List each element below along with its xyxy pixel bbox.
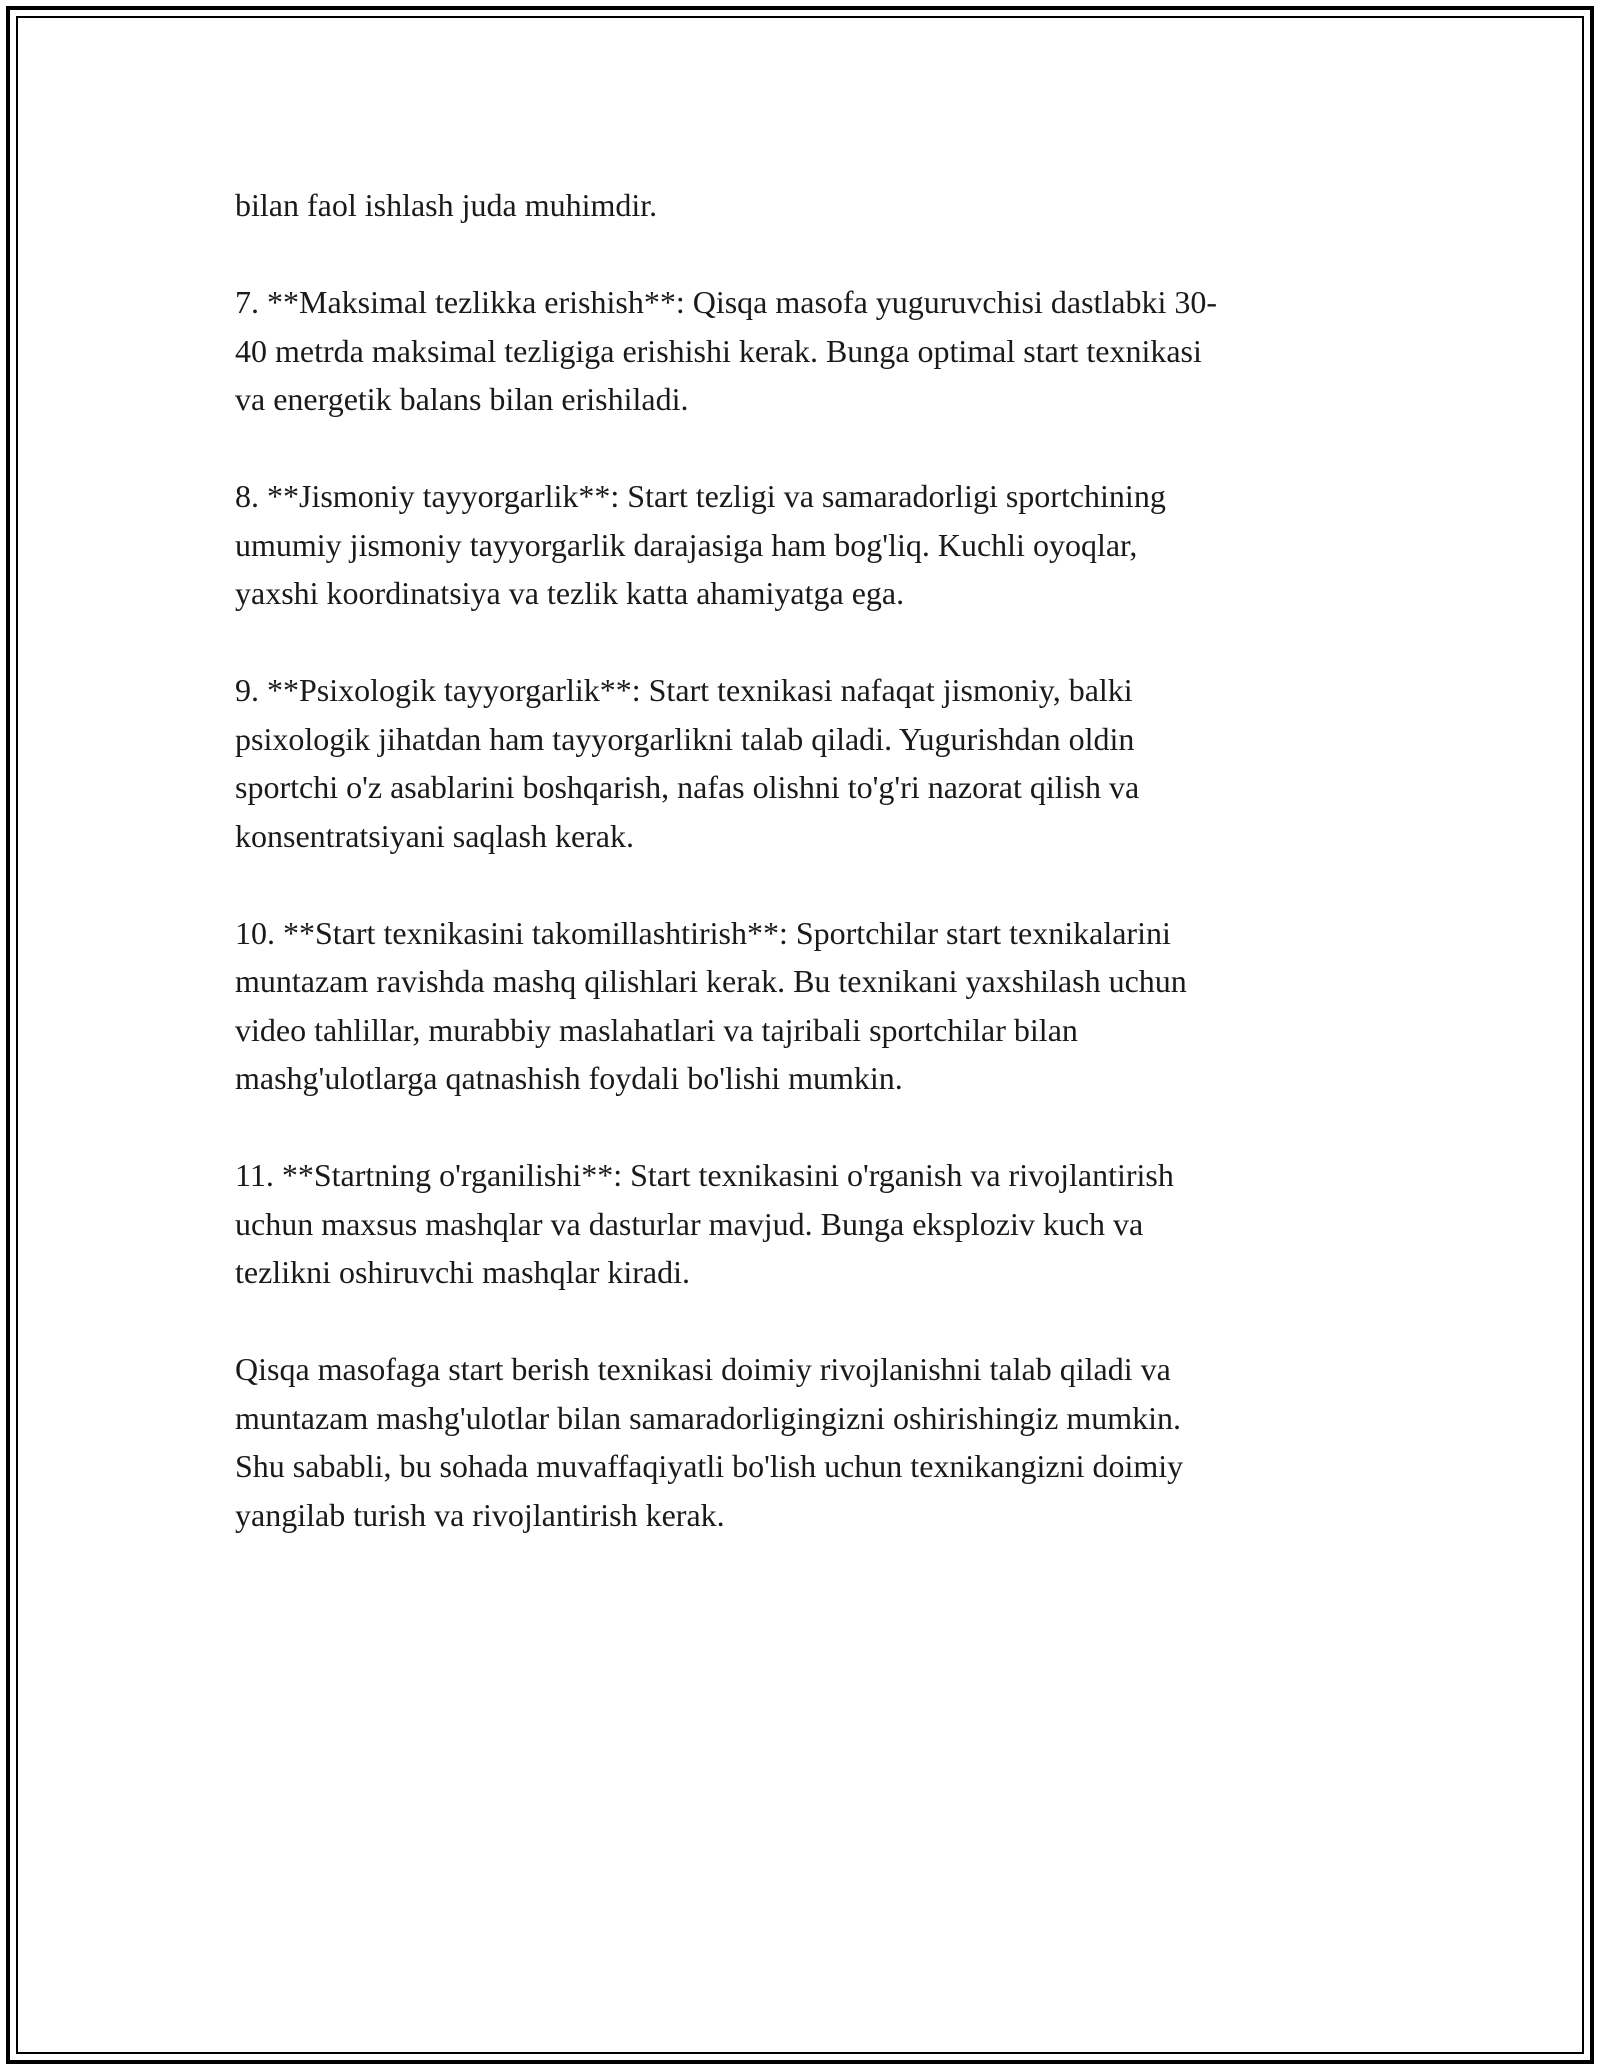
paragraph-item-9: 9. **Psixologik tayyorgarlik**: Start texnikasi nafaqat jismoniy, balki psixologik jihatdan ham tayyorgarlikni talab qiladi. Yugurishdan oldin sportchi o'z asablarini boshqarish, nafas olishni to'g'ri nazorat qilish va konsentratsiyani saqlash kerak. [235,672,1140,854]
paragraph-conclusion: Qisqa masofaga start berish texnikasi doimiy rivojlanishni talab qiladi va muntazam mashg'ulotlar bilan samaradorligingizni oshirishingiz mumkin. Shu sababli, bu sohada muvaffaqiyatli bo'lish uchun texnikangizni doimiy yangilab turish va rivojlantirish kerak. [235,1351,1184,1533]
paragraph-item-10: 10. **Start texnikasini takomillashtirish**: Sportchilar start texnikalarini muntazam ravishda mashq qilishlari kerak. Bu texnikani yaxshilash uchun video tahlillar, murabbiy maslahatlari va tajribali sportchilar bilan mashg'ulotlarga qatnashish foydali bo'lishi mumkin. [235,914,1187,1096]
paragraph-item-11: 11. **Startning o'rganilishi**: Start texnikasini o'rganish va rivojlantirish uchun maxsus mashqlar va dasturlar mavjud. Bunga eksploziv kuch va tezlikni oshiruvchi mashqlar kiradi. [235,1157,1174,1290]
document-body [235,181,1375,1539]
paragraph-item-7: 7. **Maksimal tezlikka erishish**: Qisqa masofa yuguruvchisi dastlabki 30- 40 metrda maksimal tezligiga erishishi kerak. Bunga optimal start texnikasi va energetik balans bilan erishiladi. [235,284,1218,417]
paragraph-item-8: 8. **Jismoniy tayyorgarlik**: Start tezligi va samaradorligi sportchining umumiy jismoniy tayyorgarlik darajasiga ham bog'liq. Kuchli oyoqlar, yaxshi koordinatsiya va tezlik katta ahamiyatga ega. [235,478,1166,611]
paragraph-continuation: bilan faol ishlash juda muhimdir. [235,187,658,223]
